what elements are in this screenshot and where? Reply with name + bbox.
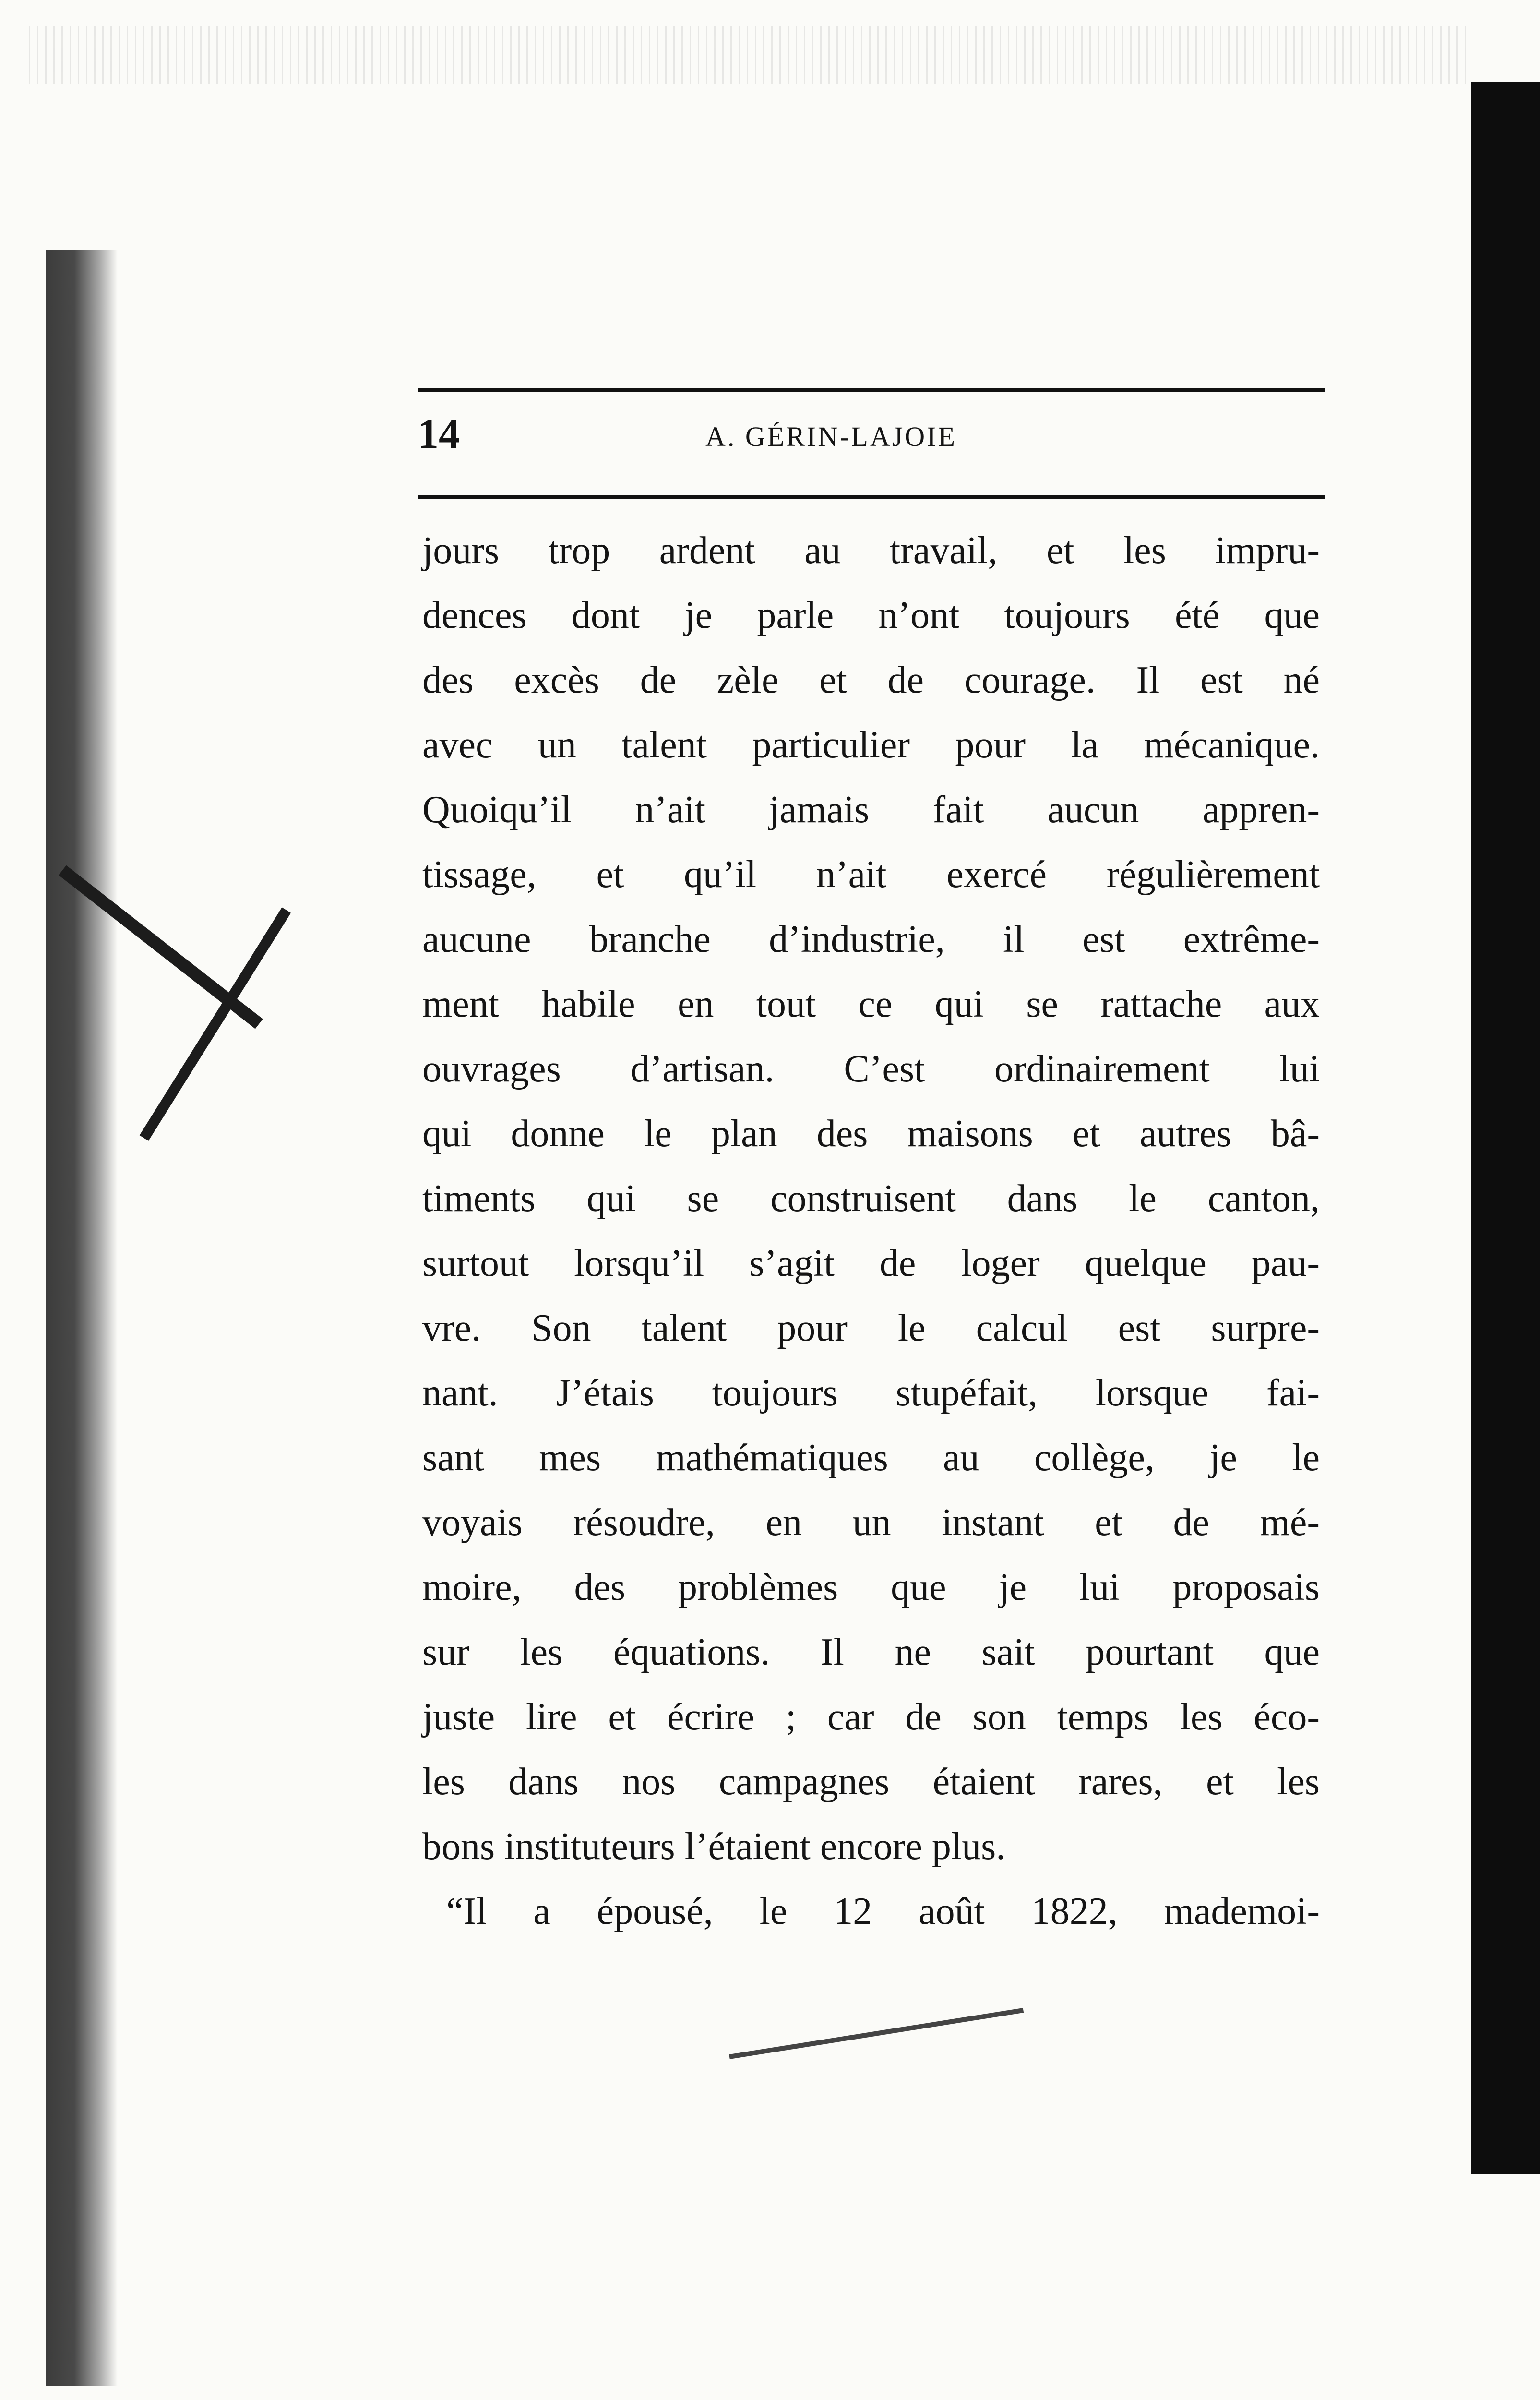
text-line: moire, des problèmes que je lui proposais: [422, 1566, 1320, 1608]
text-line: sant mes mathématiques au collège, je le: [422, 1437, 1320, 1479]
pen-stroke-mark: [729, 2008, 1024, 2059]
text-line: dences dont je parle n’ont toujours été que: [422, 594, 1320, 636]
page-number: 14: [418, 411, 460, 457]
scan-shadow-right-edge: [1471, 82, 1540, 2174]
text-line: avec un talent particulier pour la mécanique.: [422, 724, 1320, 766]
text-line: vre. Son talent pour le calcul est surpre-: [422, 1307, 1320, 1349]
running-head: A. GÉRIN-LAJOIE: [705, 421, 957, 452]
text-line: ment habile en tout ce qui se rattache aux: [422, 983, 1320, 1025]
body-text: [422, 518, 1320, 1944]
text-line: juste lire et écrire ; car de son temps les éco-: [422, 1696, 1320, 1738]
text-line: des excès de zèle et de courage. Il est né: [422, 659, 1320, 701]
text-line: les dans nos campagnes étaient rares, et les: [422, 1761, 1320, 1803]
text-line: sur les équations. Il ne sait pourtant que: [422, 1631, 1320, 1673]
text-line: tissage, et qu’il n’ait exercé régulièrement: [422, 853, 1320, 896]
scan-shadow-left-edge: [46, 250, 118, 2386]
header-rule-bottom: [418, 495, 1325, 499]
text-line: surtout lorsqu’il s’agit de loger quelque pau-: [422, 1242, 1320, 1284]
text-line: ouvrages d’artisan. C’est ordinairement lui: [422, 1048, 1320, 1090]
scan-noise-top: [29, 26, 1468, 84]
text-line: voyais résoudre, en un instant et de mé-: [422, 1501, 1320, 1544]
text-line: qui donne le plan des maisons et autres bâ-: [422, 1113, 1320, 1155]
text-line: Quoiqu’il n’ait jamais fait aucun appren-: [422, 789, 1320, 831]
text-line: jours trop ardent au travail, et les impru-: [422, 529, 1320, 572]
text-line: timents qui se construisent dans le canton,: [422, 1177, 1320, 1220]
header-rule-top: [418, 388, 1325, 392]
paragraph-first-line: “Il a épousé, le 12 août 1822, mademoi-: [446, 1890, 1320, 1932]
text-line: aucune branche d’industrie, il est extrême-: [422, 918, 1320, 960]
paragraph-last-line: bons instituteurs l’étaient encore plus.: [422, 1825, 1006, 1868]
text-line: nant. J’étais toujours stupéfait, lorsque fai-: [422, 1372, 1320, 1414]
